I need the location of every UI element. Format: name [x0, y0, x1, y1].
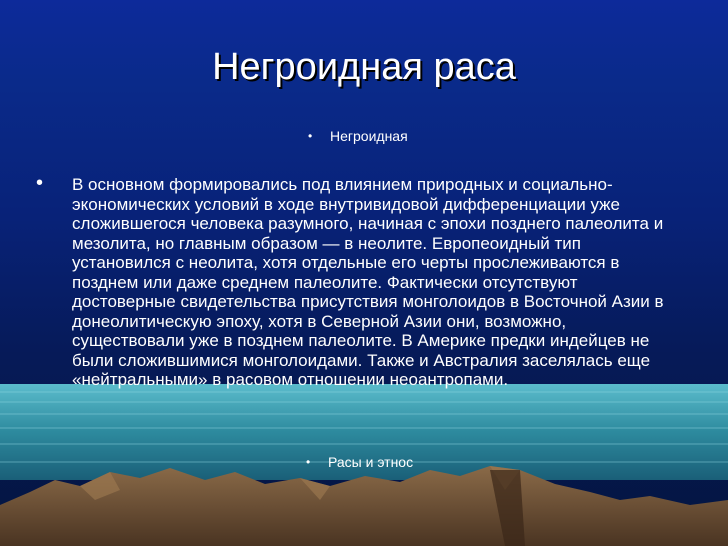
bullet-icon: •: [308, 129, 313, 143]
sub-bullet-bottom: [306, 453, 414, 471]
bullet-icon: •: [306, 455, 311, 469]
sub-bullet-top: [308, 127, 408, 145]
bullet-icon: •: [36, 172, 44, 194]
sub-bullet-top-label: Негроидная: [330, 128, 408, 144]
slide-title: Негроидная раса: [212, 46, 516, 88]
main-paragraph: В основном формировались под влиянием природных и социально-экономических условий в ходе внутривидовой дифференциации уже сложившегося человека разумного, начиная с эпохи позднего палеолита и мезолита, но главным образом — в неолите. Европеоидный тип установился с неолита, хотя отдельные его черты прослеживаются в позднем или даже среднем палеолите. Фактически отсутствуют достоверные свидетельства присутствия монголоидов в Восточной Азии в донеолитическую эпоху, хотя в Северной Азии они, возможно, существовали уже в позднем палеолите. В Америке предки индейцев не были сложившимися монголоидами. Также и Австралия заселялась еще «нейтральными» в расовом отношении неоантропами.: [72, 175, 664, 389]
sub-bullet-bottom-label: Расы и этнос: [328, 454, 414, 470]
